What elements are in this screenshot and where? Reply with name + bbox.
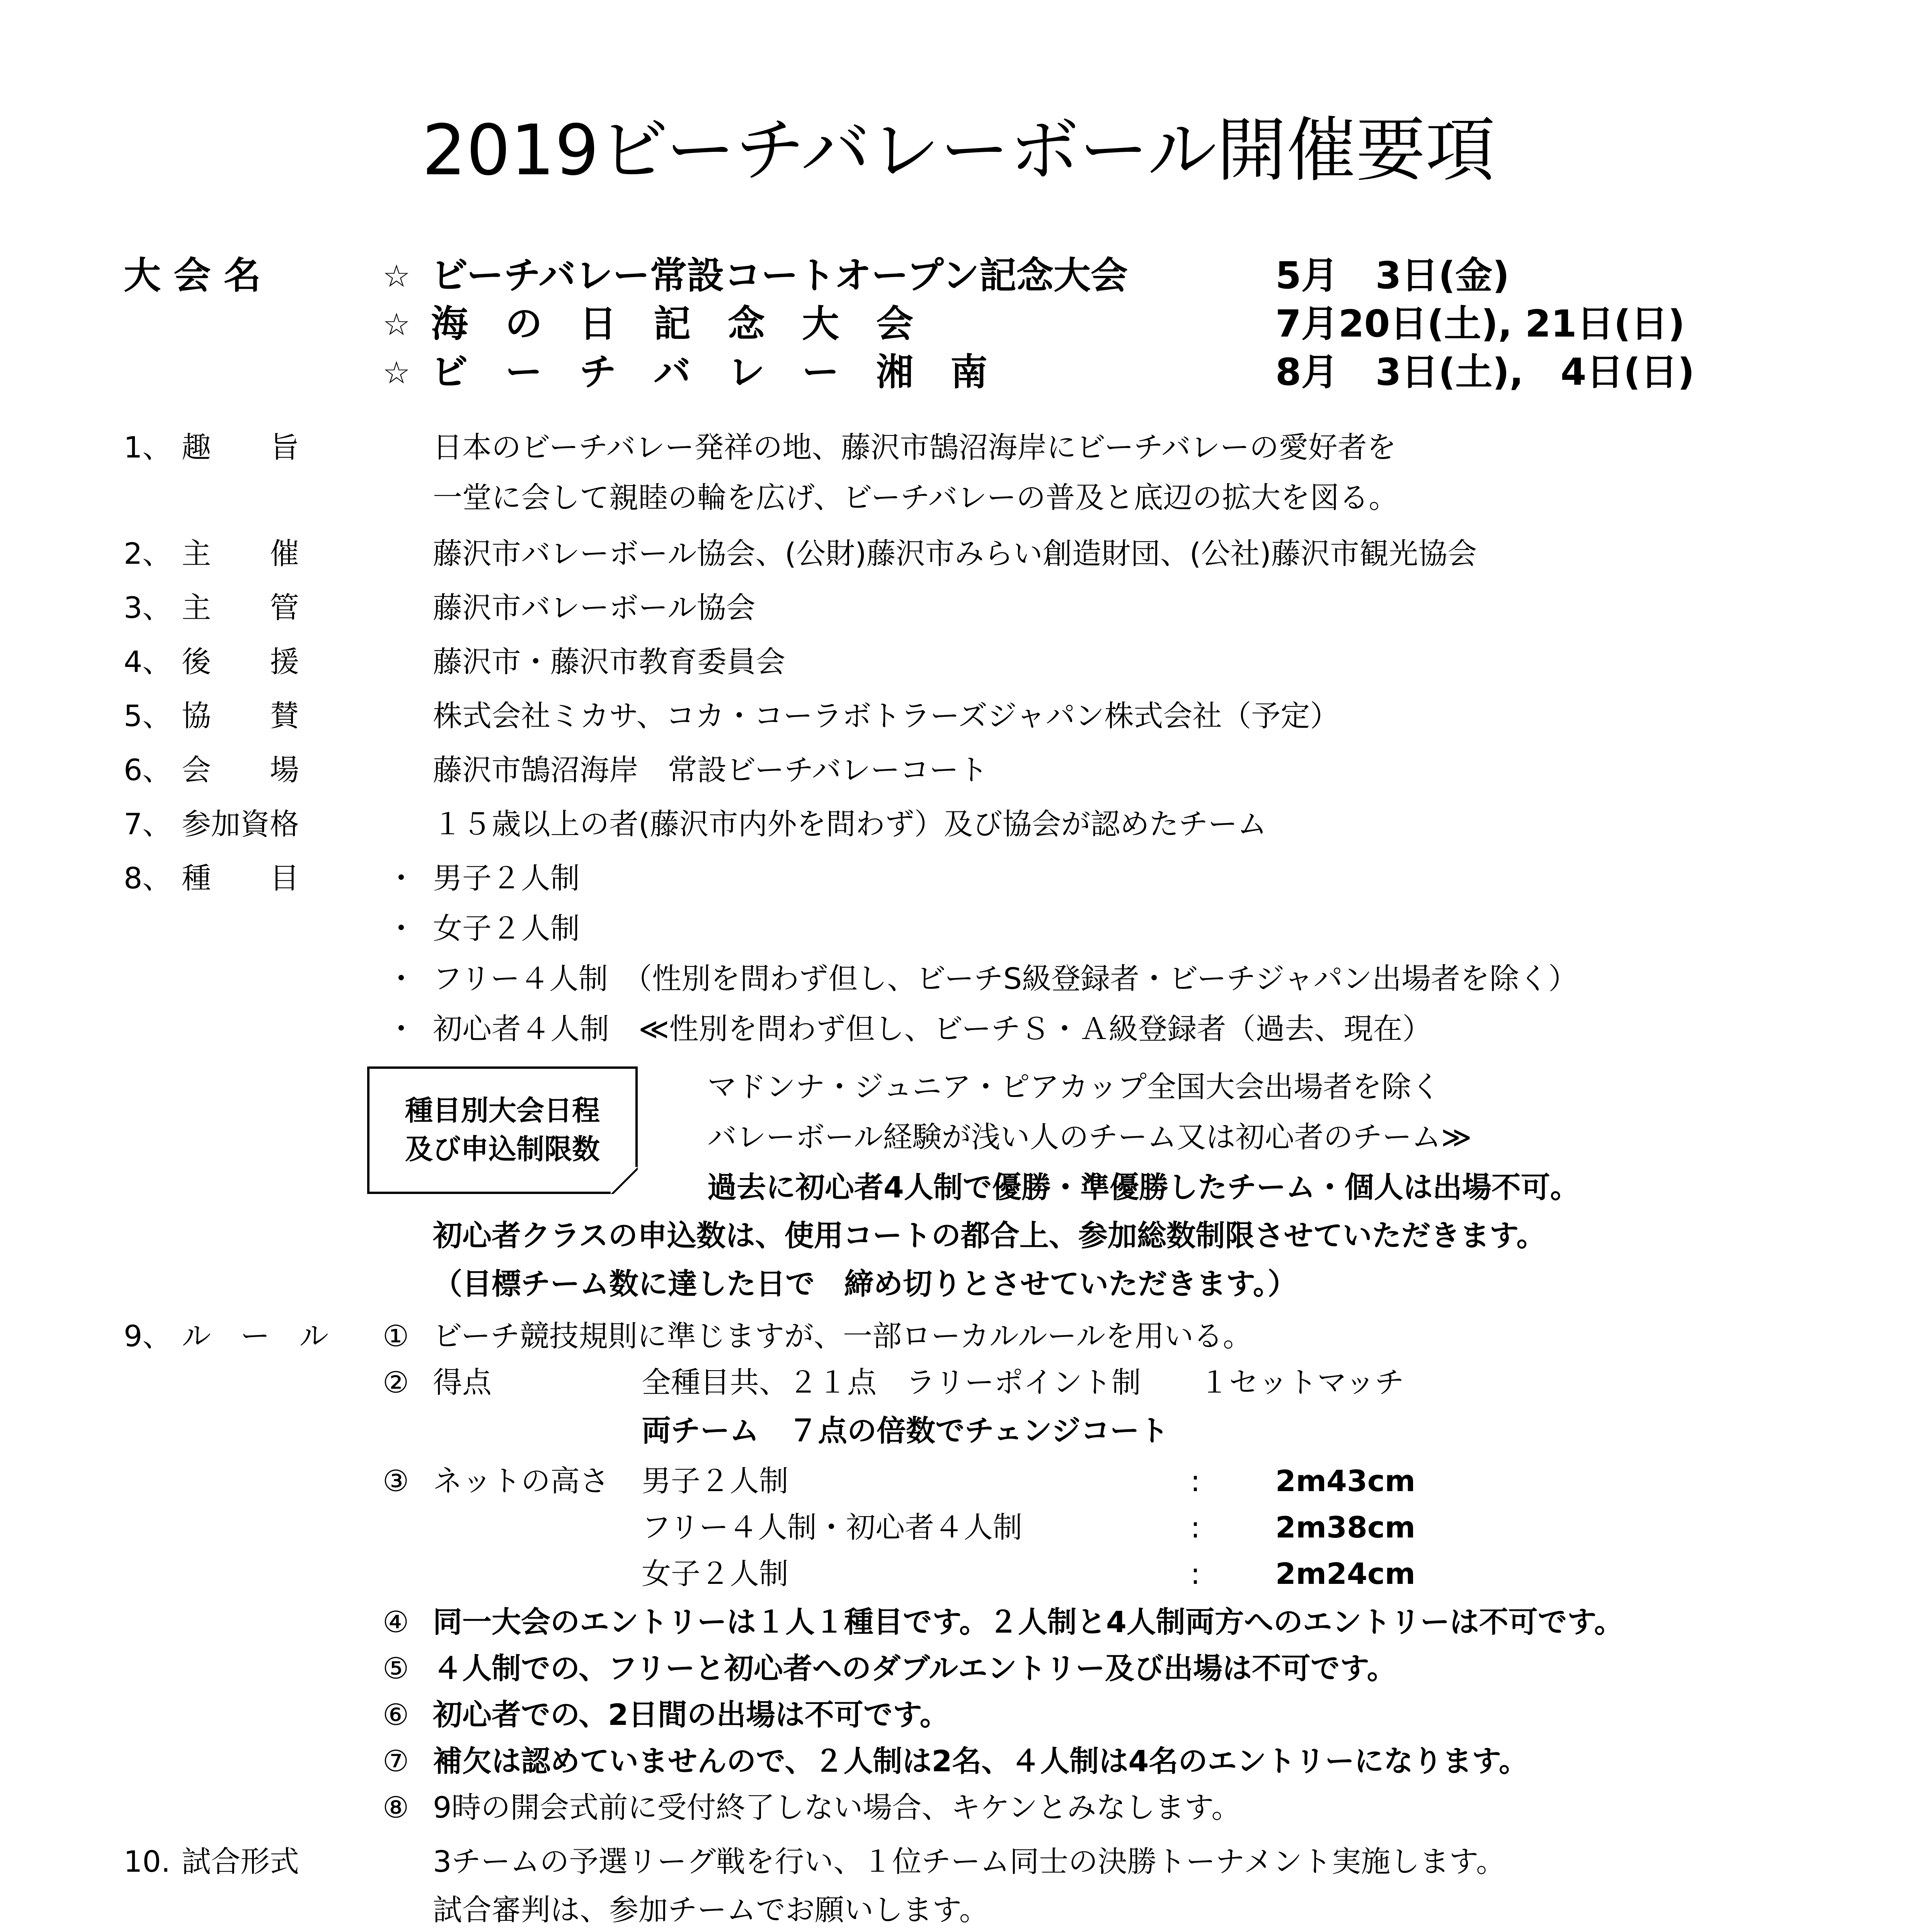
category-condition: 過去に初心者4人制で優勝・準優勝したチーム・個人は出場不可。 xyxy=(707,1170,1580,1204)
document-title: 2019ビーチバレーボール開催要項 xyxy=(422,110,1495,191)
section-text: 藤沢市・藤沢市教育委員会 xyxy=(433,645,785,679)
net-height-category: 男子２人制 xyxy=(642,1464,788,1498)
net-height-category: フリー４人制・初心者４人制 xyxy=(642,1510,1022,1544)
star-icon: ☆ xyxy=(383,355,410,391)
event-category: フリー４人制 （性別を問わず但し、ビーチS級登録者・ビーチジャパン出場者を除く） xyxy=(433,961,1578,996)
event-name-label: 大 会 名 xyxy=(124,254,261,297)
event-name: 海 の 日 記 念 大 会 xyxy=(431,302,913,345)
rule-text: 9時の開会式前に受付終了しない場合、キケンとみなします。 xyxy=(433,1790,1241,1825)
rule-marker: ⑥ xyxy=(383,1697,409,1732)
rule-text: 補欠は認めていませんので、２人制は2名、４人制は4名のエントリーになります。 xyxy=(433,1744,1529,1778)
section-label: 会 場 xyxy=(182,753,299,787)
section-label: 試合形式 xyxy=(182,1844,299,1879)
net-height-value: 2m43cm xyxy=(1275,1464,1416,1498)
section-text: 藤沢市バレーボール協会、(公財)藤沢市みらい創造財団、(公社)藤沢市観光協会 xyxy=(433,536,1477,571)
bullet: ・ xyxy=(386,911,416,946)
rule-text: 同一大会のエントリーは１人１種目です。２人制と4人制両方へのエントリーは不可です。 xyxy=(433,1605,1624,1639)
event-name: ビーチバレー常設コートオープン記念大会 xyxy=(431,254,1128,297)
box-text: 及び申込制限数 xyxy=(405,1133,600,1165)
rule-text: 初心者での、2日間の出場は不可です。 xyxy=(433,1697,949,1732)
event-category: 女子２人制 xyxy=(433,911,580,946)
section-number: 5、 xyxy=(124,699,172,733)
event-date: 5月 3日(金) xyxy=(1275,254,1510,297)
section-text: 3チームの予選リーグ戦を行い、１位チーム同士の決勝トーナメント実施します。 xyxy=(433,1844,1506,1879)
category-condition: マドンナ・ジュニア・ピアカップ全国大会出場者を除く xyxy=(707,1070,1440,1104)
section-text: 試合審判は、参加チームでお願いします。 xyxy=(433,1893,989,1927)
section-label: 参加資格 xyxy=(182,807,299,841)
section-number: 3、 xyxy=(124,590,172,625)
section-text: 株式会社ミカサ、コカ・コーラボトラーズジャパン株式会社（予定） xyxy=(433,699,1340,733)
star-icon: ☆ xyxy=(383,306,410,342)
rule-marker: ⑦ xyxy=(383,1744,409,1778)
rule-label: 得点 xyxy=(433,1365,492,1400)
section-number: 1、 xyxy=(124,430,172,464)
rule-text: 全種目共、２１点 ラリーポイント制 １セットマッチ xyxy=(642,1365,1404,1400)
section-number: 6、 xyxy=(124,753,172,787)
rule-marker: ④ xyxy=(383,1605,409,1639)
event-date: 7月20日(土), 21日(日) xyxy=(1275,302,1685,345)
section-number: 9、 xyxy=(124,1319,172,1353)
section-number: 4、 xyxy=(124,645,172,679)
beginner-limit-note: 初心者クラスの申込数は、使用コートの都合上、参加総数制限させていただきます。 xyxy=(433,1218,1546,1253)
section-number: 10. xyxy=(124,1844,170,1879)
rule-marker: ② xyxy=(383,1365,409,1400)
section-label: 種 目 xyxy=(182,861,299,895)
rule-text: 両チーム ７点の倍数でチェンジコート xyxy=(642,1413,1169,1448)
rule-marker: ⑧ xyxy=(383,1790,409,1825)
event-name: ビ ー チ バ レ ー 湘 南 xyxy=(431,350,987,394)
bullet: ・ xyxy=(386,1012,416,1046)
colon: : xyxy=(1190,1556,1200,1591)
section-number: 8、 xyxy=(124,861,172,895)
section-number: 2、 xyxy=(124,536,172,571)
event-category: 初心者４人制 ≪性別を問わず但し、ビーチＳ・Ａ級登録者（過去、現在） xyxy=(433,1012,1432,1046)
schedule-note-box xyxy=(367,1066,638,1194)
event-category: 男子２人制 xyxy=(433,861,580,895)
box-text: 種目別大会日程 xyxy=(405,1094,600,1127)
rule-marker: ⑤ xyxy=(383,1651,409,1685)
beginner-limit-note: （目標チーム数に達した日で 締め切りとさせていただきます。） xyxy=(433,1267,1297,1301)
page-curl-icon xyxy=(611,1167,638,1194)
rule-marker: ① xyxy=(383,1319,409,1353)
colon: : xyxy=(1190,1464,1200,1498)
event-date: 8月 3日(土), 4日(日) xyxy=(1275,350,1695,394)
section-text: １５歳以上の者(藤沢市内外を問わず）及び協会が認めたチーム xyxy=(433,807,1267,841)
rule-text: ４人制での、フリーと初心者へのダブルエントリー及び出場は不可です。 xyxy=(433,1651,1396,1685)
section-label: 主 管 xyxy=(182,590,299,625)
bullet: ・ xyxy=(386,961,416,996)
section-text: 藤沢市バレーボール協会 xyxy=(433,590,756,625)
category-condition: バレーボール経験が浅い人のチーム又は初心者のチーム≫ xyxy=(707,1120,1472,1154)
section-label: ル ー ル xyxy=(182,1319,329,1353)
section-number: 7、 xyxy=(124,807,172,841)
section-text: 日本のビーチバレー発祥の地、藤沢市鵠沼海岸にビーチバレーの愛好者を xyxy=(433,430,1396,464)
section-text: 藤沢市鵠沼海岸 常設ビーチバレーコート xyxy=(433,753,988,787)
bullet: ・ xyxy=(386,861,416,895)
net-height-value: 2m38cm xyxy=(1275,1510,1416,1544)
rule-marker: ③ xyxy=(383,1464,409,1498)
net-height-category: 女子２人制 xyxy=(642,1556,788,1591)
section-label: 後 援 xyxy=(182,645,299,679)
net-height-value: 2m24cm xyxy=(1275,1556,1416,1591)
rule-label: ネットの高さ xyxy=(433,1464,609,1498)
section-label: 主 催 xyxy=(182,536,299,571)
colon: : xyxy=(1190,1510,1200,1544)
section-label: 趣 旨 xyxy=(182,430,299,464)
section-label: 協 賛 xyxy=(182,699,299,733)
rule-text: ビーチ競技規則に準じますが、一部ローカルルールを用いる。 xyxy=(433,1319,1253,1353)
section-text: 一堂に会して親睦の輪を広げ、ビーチバレーの普及と底辺の拡大を図る。 xyxy=(433,480,1398,515)
star-icon: ☆ xyxy=(383,258,410,294)
